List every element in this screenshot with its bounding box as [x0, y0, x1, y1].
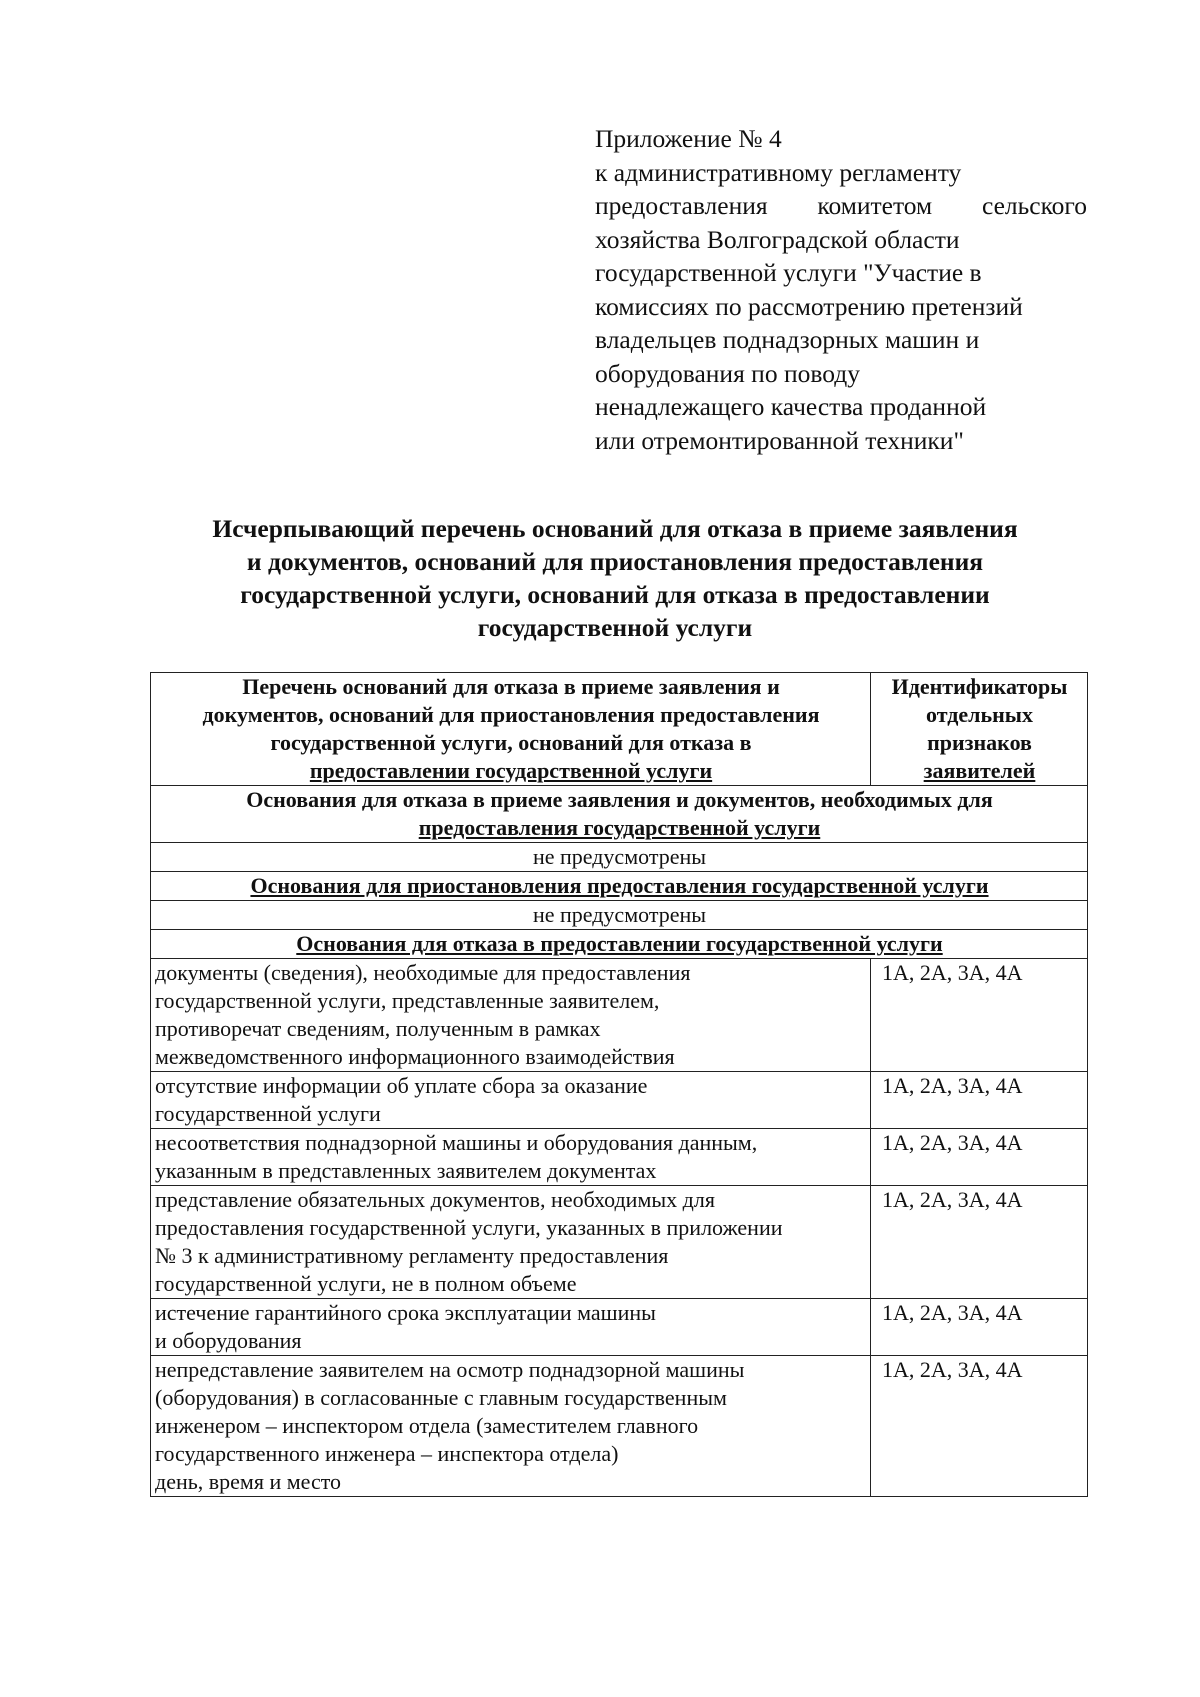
- table-row: [151, 1299, 1088, 1356]
- appendix-line: предоставления комитетом сельского: [595, 191, 1087, 220]
- not-provided-text: не предусмотрены: [151, 843, 1088, 872]
- section-row: [151, 930, 1088, 959]
- title-line: Исчерпывающий перечень оснований для отказа в приеме заявления: [212, 514, 1018, 543]
- reason-cell: несоответствия поднадзорной машины и оборудования данным, указанным в представленных заявителем документах: [151, 1129, 871, 1186]
- appendix-line: государственной услуги "Участие в: [595, 258, 982, 287]
- appendix-line: оборудования по поводу: [595, 358, 860, 388]
- table-row: [151, 1129, 1088, 1186]
- applicant-ids-cell: 1А, 2А, 3А, 4А: [871, 1299, 1088, 1356]
- appendix-line: комиссиях по рассмотрению претензий: [595, 291, 1023, 321]
- appendix-block: [595, 122, 1087, 457]
- title-line: государственной услуги: [477, 613, 753, 642]
- applicant-ids-cell: 1А, 2А, 3А, 4А: [871, 1356, 1088, 1497]
- title-line: и документов, оснований для приостановления предоставления: [246, 547, 984, 576]
- section-refusal-acceptance: Основания для отказа в приеме заявления и документов, необходимых для предоставления государственной услуги: [151, 786, 1088, 843]
- section-suspension: Основания для приостановления предоставления государственной услуги: [151, 872, 1088, 901]
- section-refusal-service: Основания для отказа в предоставлении государственной услуги: [151, 930, 1088, 959]
- section-none-row: [151, 843, 1088, 872]
- table-header-row: [151, 673, 1088, 786]
- table-row: [151, 1356, 1088, 1497]
- reason-cell: представление обязательных документов, необходимых для предоставления государственной услуги, указанных в приложении № 3 к административному регламенту предоставления государственной услуги, не в полном объеме: [151, 1186, 871, 1299]
- appendix-line: или отремонтированной техники": [595, 425, 964, 455]
- applicant-ids-cell: 1А, 2А, 3А, 4А: [871, 1072, 1088, 1129]
- section-none-row: [151, 901, 1088, 930]
- appendix-line: хозяйства Волгоградской области: [595, 224, 960, 254]
- header-grounds-list: Перечень оснований для отказа в приеме заявления и документов, оснований для приостановления предоставления государственной услуги, оснований для отказа в предоставлении государственной услуги: [151, 673, 871, 786]
- appendix-line: владельцев поднадзорных машин и: [595, 325, 980, 354]
- grounds-table: [150, 672, 1088, 1497]
- applicant-ids-cell: 1А, 2А, 3А, 4А: [871, 1186, 1088, 1299]
- table-row: [151, 1072, 1088, 1129]
- table-row: [151, 1186, 1088, 1299]
- not-provided-text: не предусмотрены: [151, 901, 1088, 930]
- table-row: [151, 959, 1088, 1072]
- section-row: [151, 872, 1088, 901]
- header-applicant-ids: Идентификаторы отдельных признаков заявителей: [871, 673, 1088, 786]
- appendix-number: Приложение № 4: [595, 124, 782, 153]
- reason-cell: непредставление заявителем на осмотр поднадзорной машины (оборудования) в согласованные с главным государственным инженером – инспектором отдела (заместителем главного государственного инженера – инспектора отдела) день, время и место: [151, 1356, 871, 1497]
- applicant-ids-cell: 1А, 2А, 3А, 4А: [871, 959, 1088, 1072]
- reason-cell: истечение гарантийного срока эксплуатации машины и оборудования: [151, 1299, 871, 1356]
- appendix-line: к административному регламенту: [595, 157, 962, 187]
- title-line: государственной услуги, оснований для отказа в предоставлении: [240, 580, 990, 609]
- document-title: [150, 512, 1080, 644]
- applicant-ids-cell: 1А, 2А, 3А, 4А: [871, 1129, 1088, 1186]
- reason-cell: документы (сведения), необходимые для предоставления государственной услуги, представленные заявителем, противоречат сведениям, полученным в рамках межведомственного информационного взаимодействия: [151, 959, 871, 1072]
- reason-cell: отсутствие информации об уплате сбора за оказание государственной услуги: [151, 1072, 871, 1129]
- appendix-line: ненадлежащего качества проданной: [595, 392, 987, 421]
- section-row: [151, 786, 1088, 843]
